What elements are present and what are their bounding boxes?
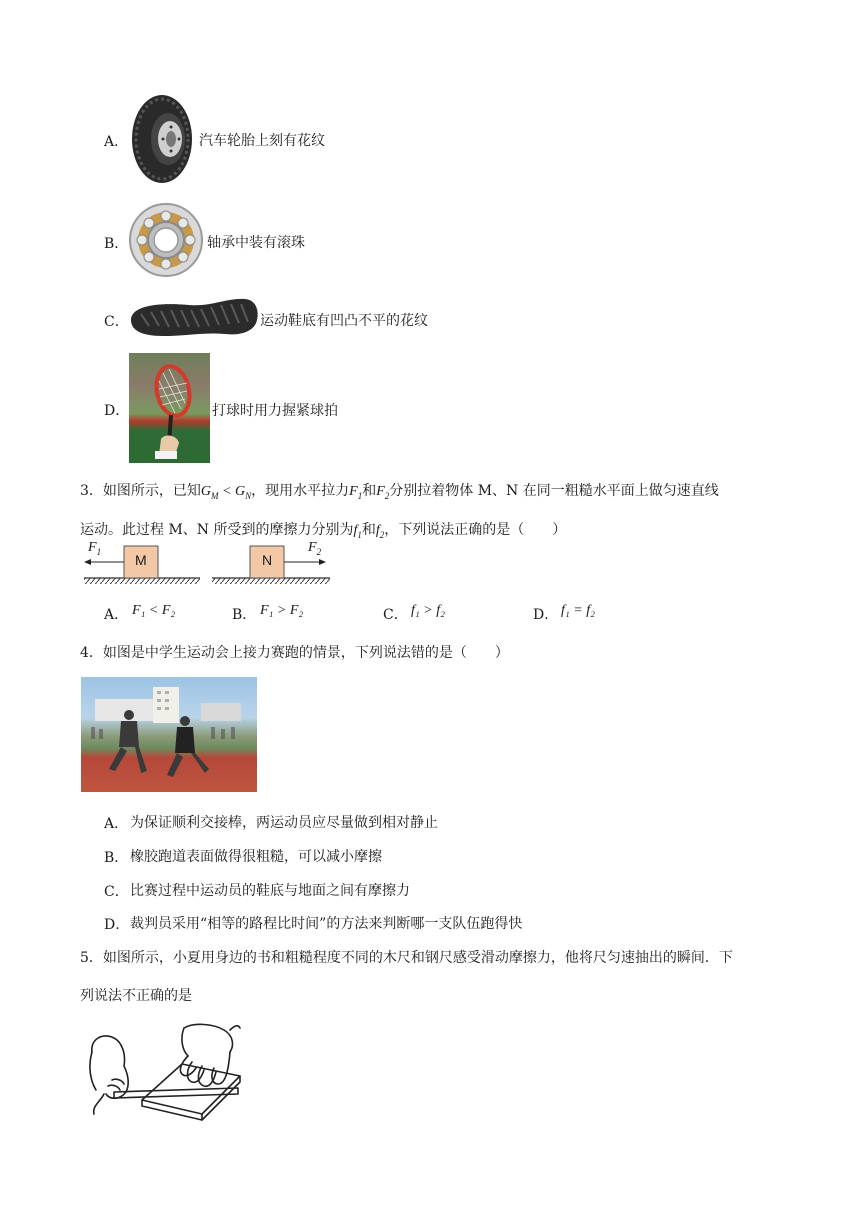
q4-option-text-c: 比赛过程中运动员的鞋底与地面之间有摩擦力 [130, 883, 410, 899]
q3-text: 和 [362, 483, 377, 499]
q5-stem-line1: 5．如图所示，小夏用身边的书和粗糙程度不同的木尺和钢尺感受滑动摩擦力，他将尺匀速抽出的瞬间．下 [80, 950, 733, 966]
q3-text: 运动。此过程 M、N 所受到的摩擦力分别为 [80, 522, 354, 538]
option-text-b: 轴承中装有滚珠 [207, 235, 305, 251]
f1-letter: F [88, 540, 97, 555]
q3-stem-line2 [80, 519, 566, 540]
block-n-label: N [262, 552, 273, 568]
q3-text: 3．如图所示，已知 [80, 483, 201, 499]
f2-letter: F [308, 540, 317, 555]
q4-option-text-b: 橡胶跑道表面做得很粗糙，可以减小摩擦 [130, 849, 382, 865]
q4-option-text-a: 为保证顺利交接棒，两运动员应尽量做到相对静止 [130, 815, 438, 831]
q3-option-expr-d: f₁ = f₂ [561, 603, 595, 618]
q4-option-text-d: 裁判员采用“相等的路程比时间”的方法来判断哪一支队伍跑得快 [130, 916, 523, 932]
q3-stem-line1 [80, 480, 719, 501]
q3-option-expr-a: F₁ < F₂ [132, 603, 176, 618]
option-text-c: 运动鞋底有凹凸不平的花纹 [260, 313, 428, 329]
option-letter-d: D． [104, 403, 130, 419]
force2-symbol: $F_2$ [376, 484, 390, 501]
tire-icon [130, 93, 194, 185]
f2-sub: 2 [316, 546, 322, 557]
q4-option-letter-c: C． [104, 884, 129, 900]
q3-option-letter-a: A． [104, 607, 129, 623]
q3-text: 分别拉着物体 M、N 在同一粗糙水平面上做匀速直线 [389, 483, 719, 499]
q3-text: ，现用水平拉力 [251, 483, 350, 499]
option-letter-c: C． [104, 314, 129, 330]
option-text-a: 汽车轮胎上刻有花纹 [199, 133, 325, 149]
friction2-symbol: $f_2$ [375, 523, 385, 540]
option-text-d: 打球时用力握紧球拍 [212, 403, 338, 419]
weight-m-symbol: $G_M < G_N$ [200, 484, 252, 501]
q3-force-diagram [82, 540, 332, 588]
q3-option-letter-d: D． [533, 607, 559, 623]
q4-stem: 4．如图是中学生运动会上接力赛跑的情景，下列说法错的是（ ） [80, 645, 509, 661]
q4-option-letter-d: D． [104, 917, 130, 933]
shoe-sole-icon [127, 296, 260, 340]
bearing-icon [128, 202, 204, 278]
racket-icon [129, 353, 210, 463]
friction1-symbol: $f_1$ [353, 523, 362, 540]
f1-sub: 1 [96, 546, 102, 557]
q3-option-expr-c: f₁ > f₂ [411, 603, 445, 618]
f2-label [308, 540, 321, 557]
q4-option-letter-b: B． [104, 850, 129, 866]
q3-option-letter-c: C． [383, 607, 408, 623]
q4-option-letter-a: A． [104, 816, 129, 832]
relay-race-photo [81, 677, 257, 792]
q3-text: 和 [361, 522, 376, 538]
option-letter-b: B． [104, 236, 129, 252]
q5-stem-line2: 列说法不正确的是 [80, 988, 192, 1004]
q3-option-letter-b: B． [232, 607, 257, 623]
hand-ruler-book-sketch [84, 1022, 248, 1122]
q3-text: ，下列说法正确的是（ ） [384, 522, 567, 538]
block-m-label: M [135, 552, 147, 568]
q3-option-expr-b: F₁ > F₂ [260, 603, 304, 618]
f1-label [88, 540, 101, 557]
force1-symbol: $F_1$ [349, 484, 363, 501]
option-letter-a: A． [104, 134, 129, 150]
